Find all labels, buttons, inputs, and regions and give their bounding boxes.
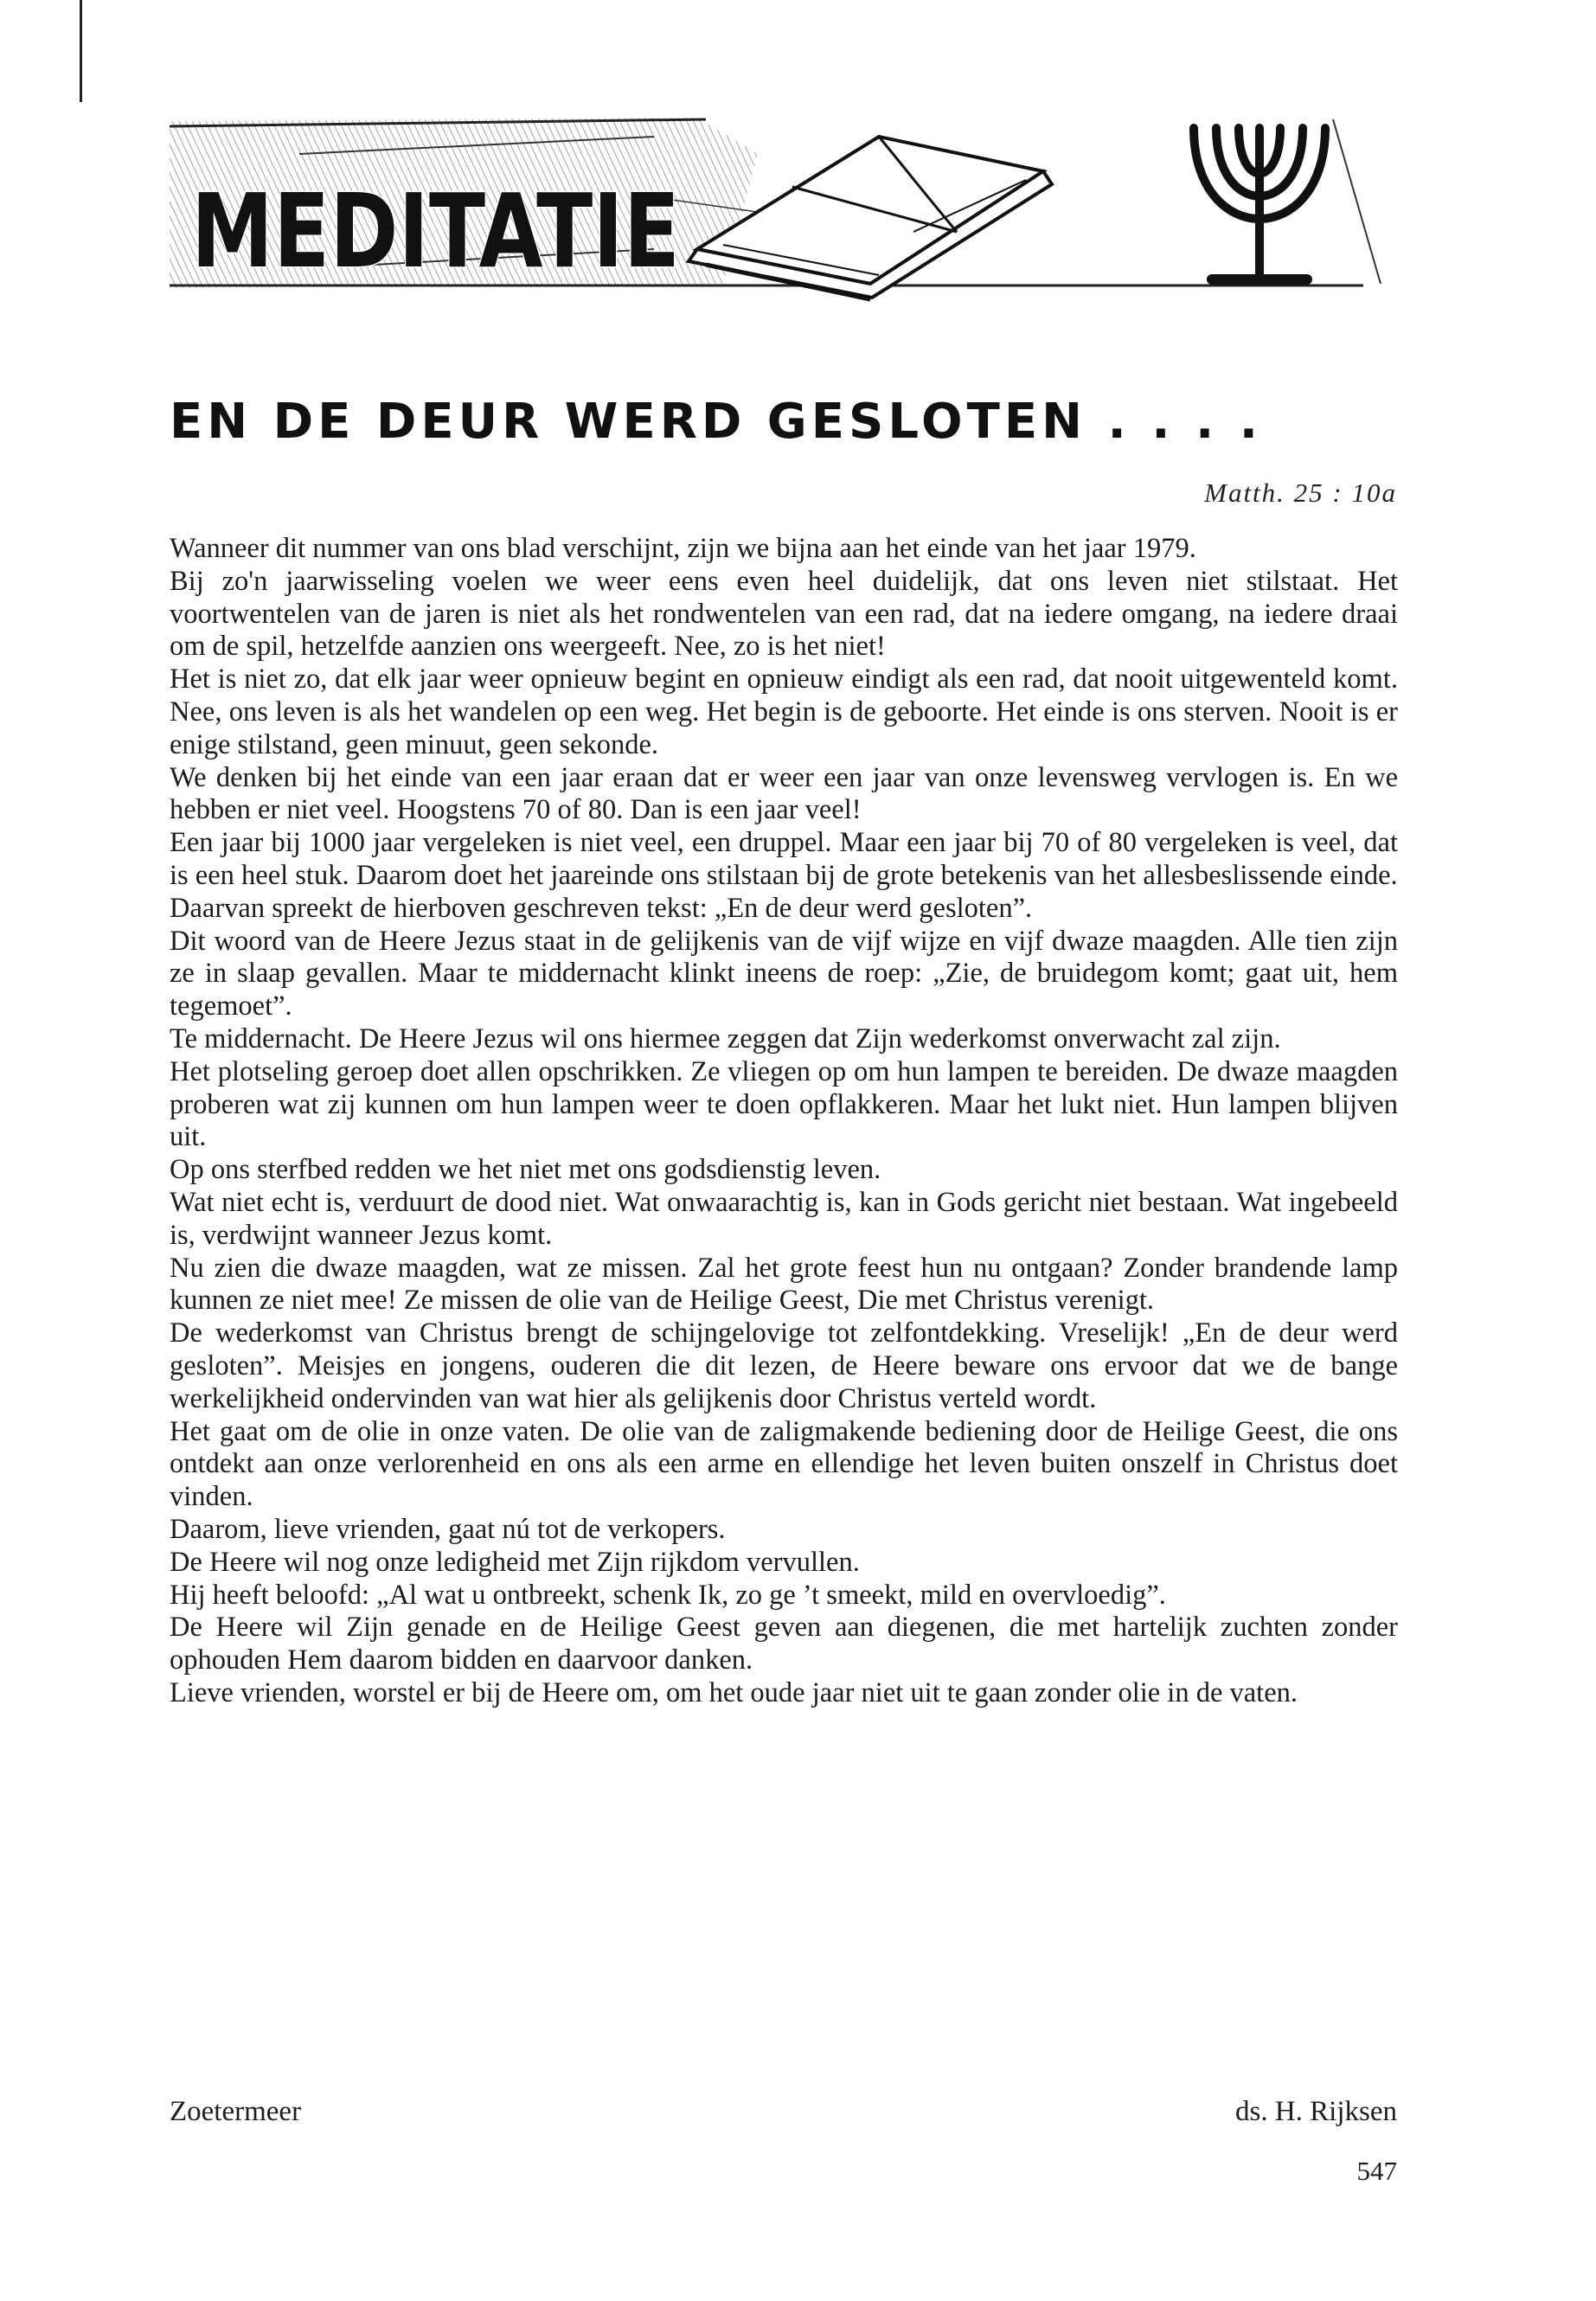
paragraph: De wederkomst van Christus brengt de schijngelovige tot zelfontdekking. Vreselijk! „En de deur werd gesloten”. Meisjes en jongens, ouderen die dit lezen, de Heere beware ons ervoor dat we de bange werkelijkheid ondervinden van wat hier als gelijkenis door Christus verteld wordt.: [170, 1317, 1398, 1414]
margin-rule: [80, 0, 82, 102]
paragraph: Het is niet zo, dat elk jaar weer opnieuw begint en opnieuw eindigt als een rad, dat nooit uitgewenteld komt. Nee, ons leven is als het wandelen op een weg. Het begin is de geboorte. Het einde is ons sterven. Nooit is er enige stilstand, geen minuut, geen sekonde.: [170, 663, 1398, 760]
paragraph: Lieve vrienden, worstel er bij de Heere om, om het oude jaar niet uit te gaan zonder olie in de vaten.: [170, 1676, 1298, 1708]
paragraph: Een jaar bij 1000 jaar vergeleken is niet veel, een druppel. Maar een jaar bij 70 of 80 vergeleken is veel, dat is een heel stuk. Daarom doet het jaareinde ons stilstaan bij de grote betekenis van het allesbeslissende einde.: [170, 827, 1398, 891]
banner-label: MEDITATIE: [191, 171, 680, 291]
menorah-icon: [1194, 128, 1325, 279]
paragraph: De Heere wil nog onze ledigheid met Zijn rijkdom vervullen.: [170, 1546, 860, 1578]
page-number: 547: [1356, 2156, 1397, 2186]
article-title: EN DE DEUR WERD GESLOTEN . . . .: [170, 394, 1263, 450]
article-body: [170, 533, 1398, 1710]
place-name: Zoetermeer: [170, 2096, 302, 2127]
paragraph: Bij zo'n jaarwisseling voelen we weer eens even heel duidelijk, dat ons leven niet stilstaat. Het voortwentelen van de jaren is niet als het rondwentelen van een rad, dat na iedere omgang, na iedere draai om de spil, hetzelfde aanzien ons weergeeft. Nee, zo is het niet!: [170, 565, 1398, 663]
bible-reference: Matth. 25 : 10a: [1204, 478, 1397, 508]
paragraph: Daarvan spreekt de hierboven geschreven tekst: „En de deur werd gesloten”.: [170, 892, 1033, 924]
paragraph: Wat niet echt is, verduurt de dood niet. Wat onwaarachtig is, kan in Gods gericht niet bestaan. Wat ingebeeld is, verdwijnt wanneer Jezus komt.: [170, 1186, 1398, 1251]
paragraph: Nu zien die dwaze maagden, wat ze missen. Zal het grote feest hun nu ontgaan? Zonder brandende lamp kunnen ze niet mee! Ze missen de olie van de Heilige Geest, Die met Christus verenigt.: [170, 1252, 1398, 1317]
paragraph: Daarom, lieve vrienden, gaat nú tot de verkopers.: [170, 1513, 726, 1545]
paragraph: Het plotseling geroep doet allen opschrikken. Ze vliegen op om hun lampen te bereiden. De dwaze maagden proberen wat zij kunnen om hun lampen weer te doen opflakkeren. Maar het lukt niet. Hun lampen blijven uit.: [170, 1055, 1398, 1153]
paragraph: De Heere wil Zijn genade en de Heilige Geest geven aan diegenen, die met hartelijk zuchten zonder ophouden Hem daarom bidden en daarvoor danken.: [170, 1612, 1398, 1676]
paragraph: Dit woord van de Heere Jezus staat in de gelijkenis van de vijf wijze en vijf dwaze maagden. Alle tien zijn ze in slaap gevallen. Maar te middernacht klinkt ineens de roep: „Zie, de bruidegom komt; gaat uit, hem tegemoet”.: [170, 925, 1398, 1022]
paragraph: Op ons sterfbed redden we het niet met ons godsdienstig leven.: [170, 1154, 881, 1186]
paragraph: Wanneer dit nummer van ons blad verschijnt, zijn we bijna aan het einde van het jaar 1979.: [170, 533, 1196, 564]
paragraph: Hij heeft beloofd: „Al wat u ontbreekt, schenk Ik, zo ge ’t smeekt, mild en overvloedig”.: [170, 1579, 1166, 1611]
meditatie-banner: [170, 102, 1398, 310]
paragraph: Te middernacht. De Heere Jezus wil ons hiermee zeggen dat Zijn wederkomst onverwacht zal zijn.: [170, 1022, 1281, 1054]
paragraph: We denken bij het einde van een jaar eraan dat er weer een jaar van onze levensweg vervlogen is. En we hebben er niet veel. Hoogstens 70 of 80. Dan is een jaar veel!: [170, 761, 1398, 826]
paragraph: Het gaat om de olie in onze vaten. De olie van de zaligmakende bediening door de Heilige Geest, die ons ontdekt aan onze verlorenheid en ons als een arme en ellendige het leven buiten onszelf in Christus doet vinden.: [170, 1415, 1398, 1513]
banner-artwork: [170, 102, 1398, 310]
author-name: ds. H. Rijksen: [1234, 2096, 1397, 2127]
